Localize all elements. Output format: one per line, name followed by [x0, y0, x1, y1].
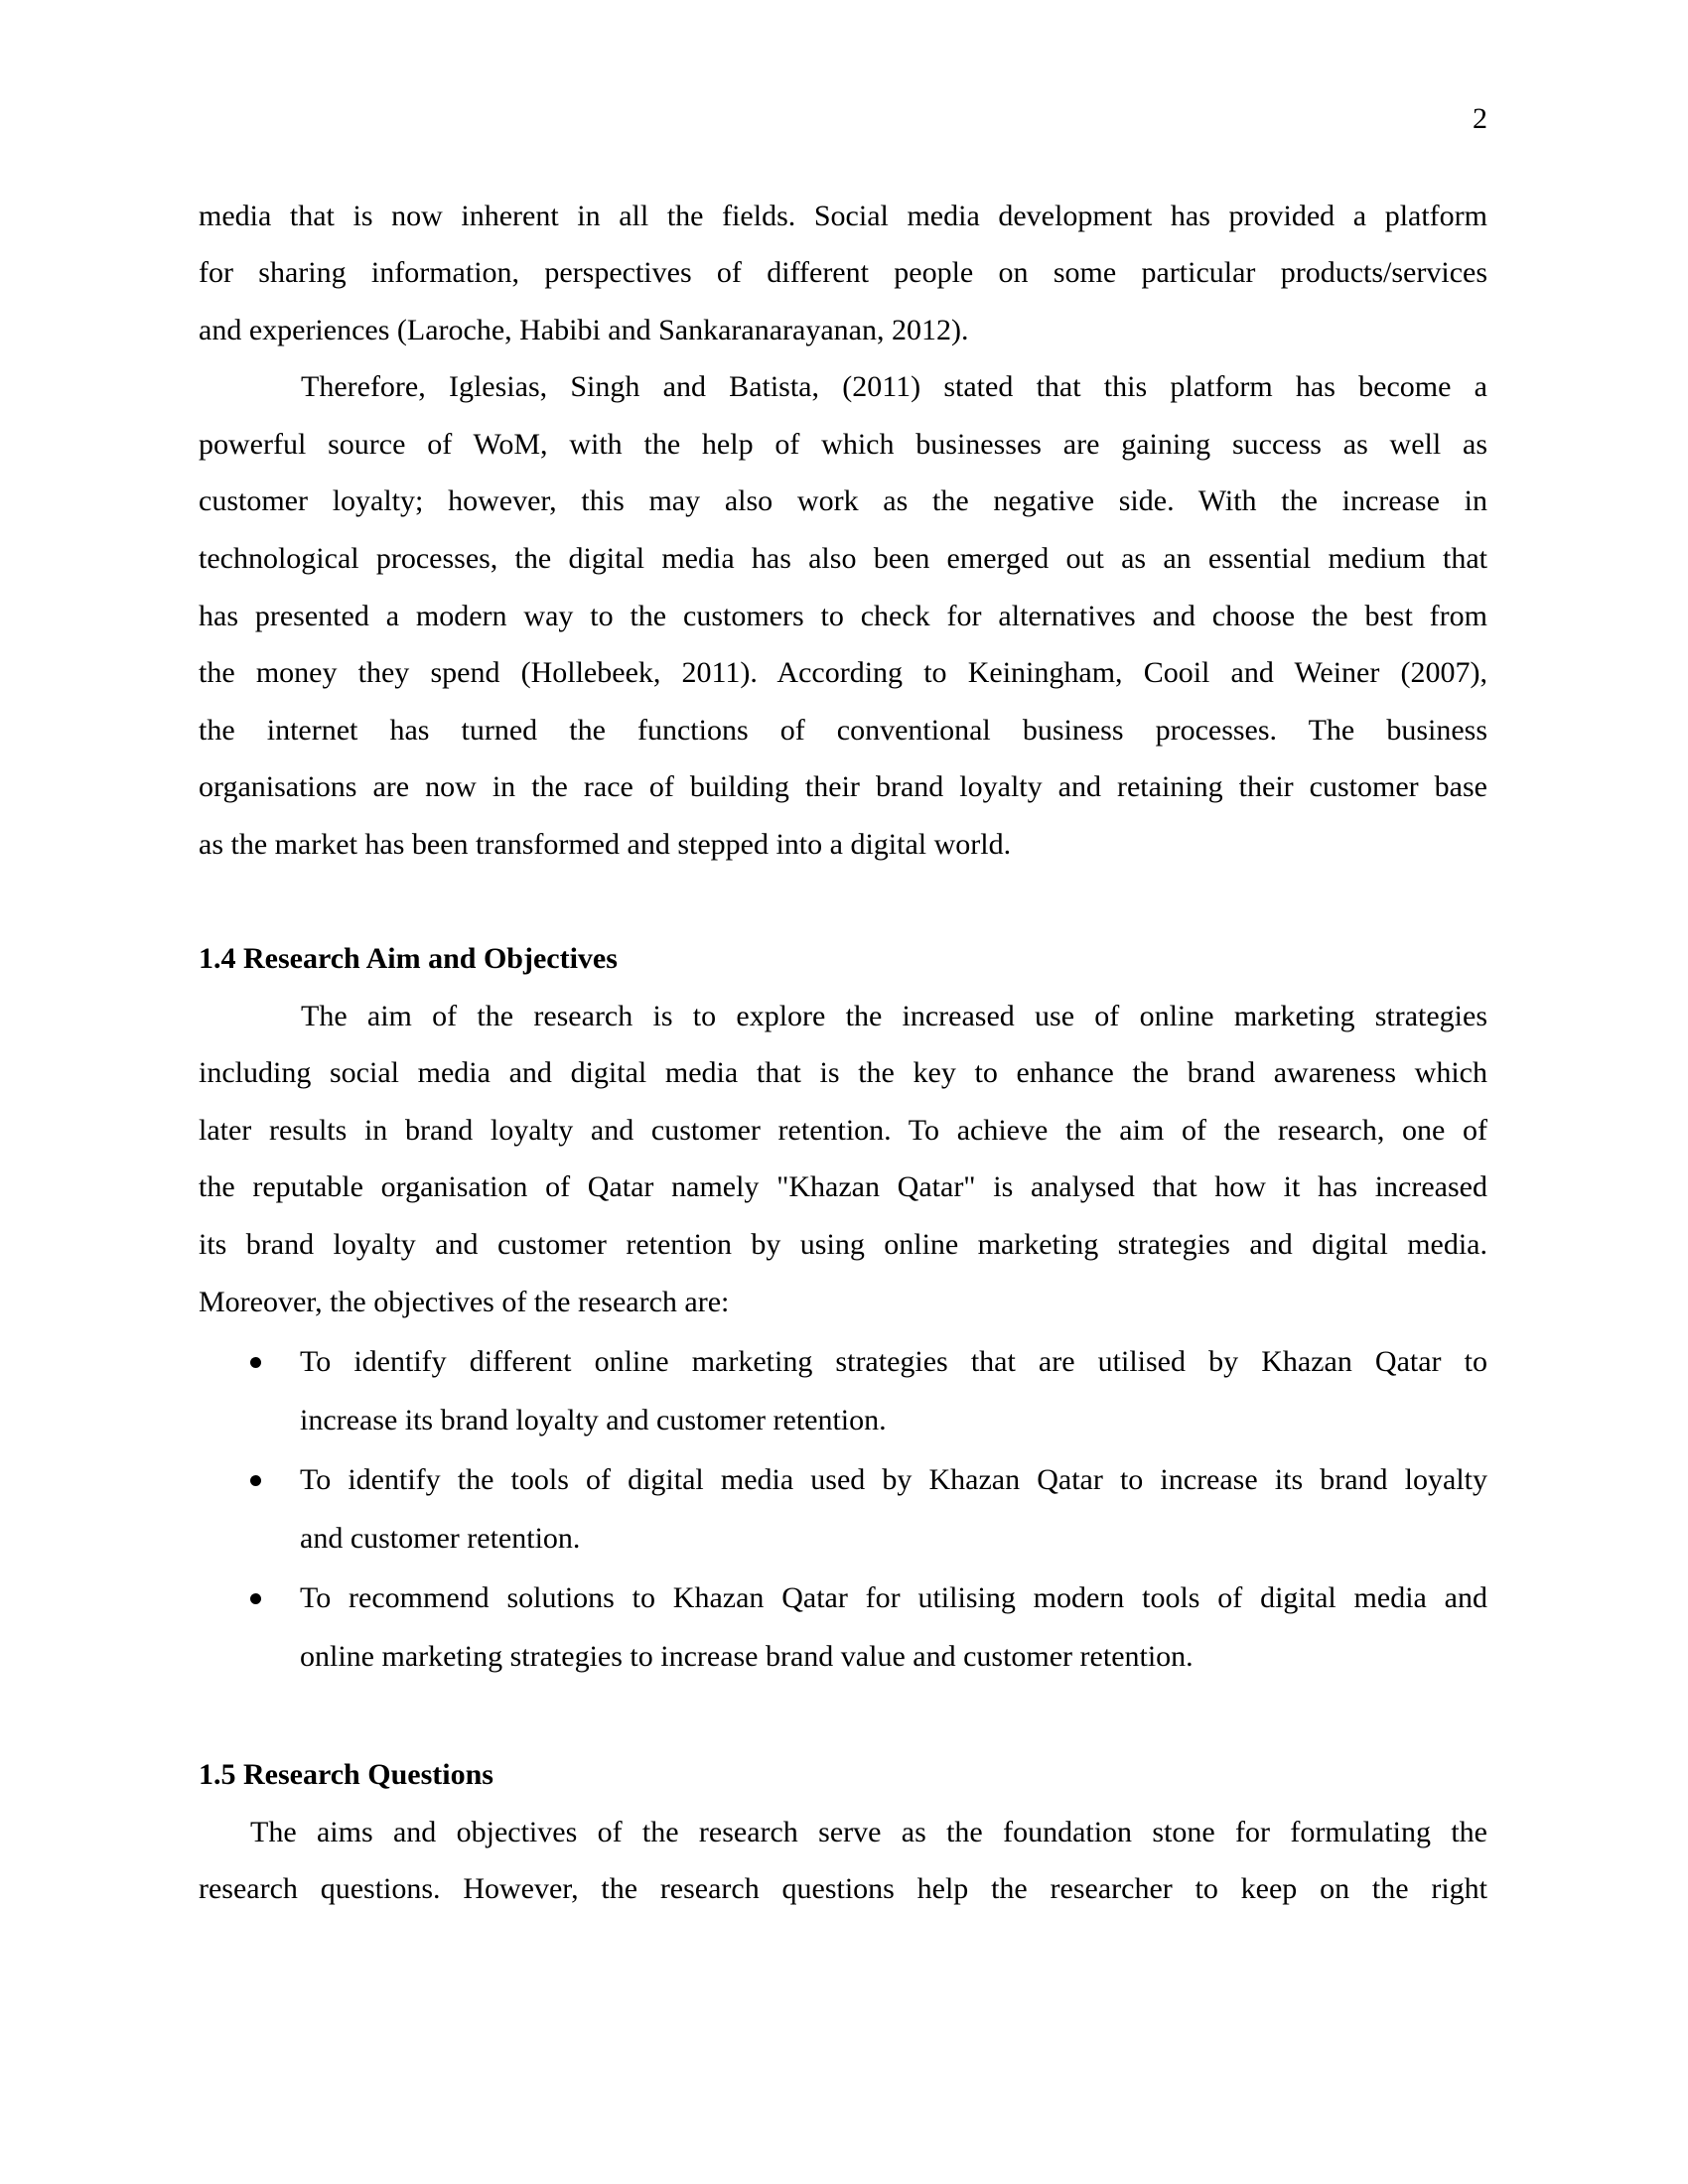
objective-line: To identify different online marketing strategies that are utilised by Khazan Qatar to — [300, 1345, 1487, 1378]
paragraph-line: has presented a modern way to the customers to check for alternatives and choose the best from — [199, 600, 1487, 632]
paragraph-line: media that is now inherent in all the fields. Social media development has provided a platform — [199, 200, 1487, 232]
paragraph-line: The aims and objectives of the research serve as the foundation stone for formulating the — [250, 1816, 1487, 1848]
paragraph-line: technological processes, the digital media has also been emerged out as an essential medium that — [199, 542, 1487, 575]
paragraph-line: customer loyalty; however, this may also work as the negative side. With the increase in — [199, 484, 1487, 517]
paragraph-line: including social media and digital media that is the key to enhance the brand awareness which — [199, 1056, 1487, 1089]
paragraph-line: later results in brand loyalty and customer retention. To achieve the aim of the research, one of — [199, 1114, 1487, 1147]
paragraph-line: Therefore, Iglesias, Singh and Batista, (2011) stated that this platform has become a — [301, 370, 1487, 403]
objective-line: increase its brand loyalty and customer retention. — [300, 1404, 887, 1436]
paragraph-line: and experiences (Laroche, Habibi and Sankaranarayanan, 2012). — [199, 314, 969, 346]
objective-line: To identify the tools of digital media used by Khazan Qatar to increase its brand loyalty — [300, 1463, 1487, 1496]
page-number: 2 — [1473, 102, 1487, 135]
paragraph-line: powerful source of WoM, with the help of which businesses are gaining success as well as — [199, 428, 1487, 461]
bullet-icon — [250, 1357, 261, 1368]
paragraph-line: research questions. However, the research questions help the researcher to keep on the right — [199, 1872, 1487, 1905]
section-heading-research-questions: 1.5 Research Questions — [199, 1758, 493, 1791]
paragraph-line: the money they spend (Hollebeek, 2011). According to Keiningham, Cooil and Weiner (2007), — [199, 656, 1487, 689]
bullet-icon — [250, 1593, 261, 1604]
paragraph-line: the reputable organisation of Qatar namely "Khazan Qatar" is analysed that how it has increased — [199, 1170, 1487, 1203]
paragraph-line: the internet has turned the functions of conventional business processes. The business — [199, 714, 1487, 747]
paragraph-line: its brand loyalty and customer retention by using online marketing strategies and digital media. — [199, 1228, 1487, 1261]
paragraph-line: organisations are now in the race of building their brand loyalty and retaining their customer base — [199, 770, 1487, 803]
paragraph-line: as the market has been transformed and stepped into a digital world. — [199, 828, 1012, 861]
objective-line: To recommend solutions to Khazan Qatar for utilising modern tools of digital media and — [300, 1581, 1487, 1614]
objective-line: and customer retention. — [300, 1522, 581, 1555]
paragraph-line: for sharing information, perspectives of different people on some particular products/services — [199, 256, 1487, 289]
paragraph-line: The aim of the research is to explore the increased use of online marketing strategies — [301, 1000, 1487, 1032]
section-heading-research-aim: 1.4 Research Aim and Objectives — [199, 942, 618, 975]
objective-line: online marketing strategies to increase brand value and customer retention. — [300, 1640, 1194, 1673]
paragraph-line: Moreover, the objectives of the research are: — [199, 1286, 730, 1318]
bullet-icon — [250, 1475, 261, 1486]
